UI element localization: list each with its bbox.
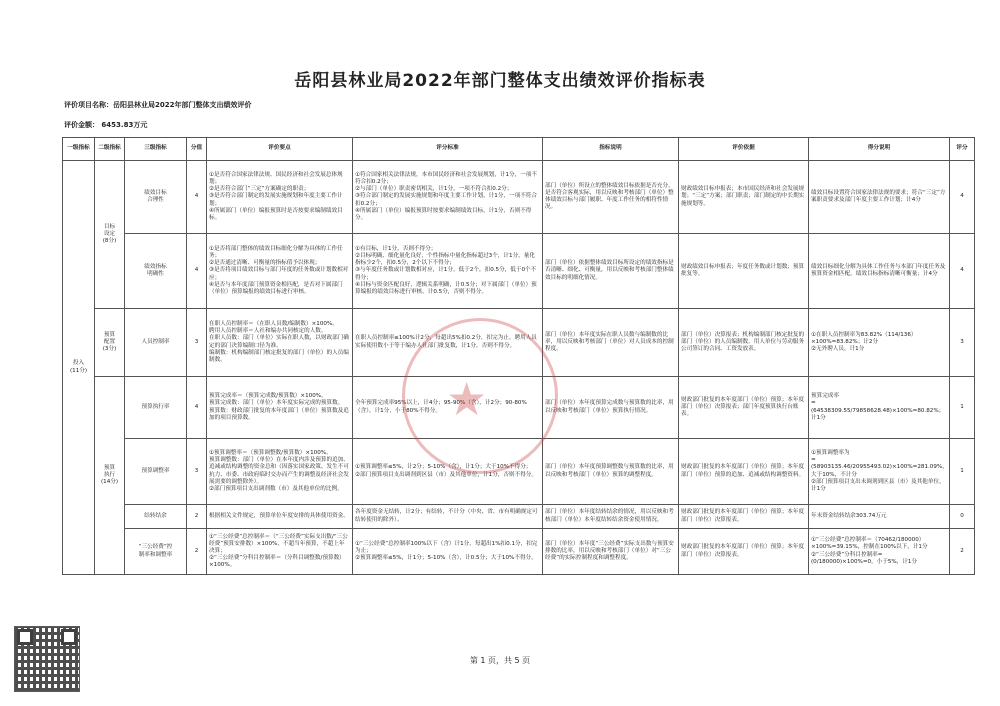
header-standard: 评分标准 [353, 138, 543, 161]
row-standard: ①符合国家相关法律法规，本市国民经济和社会发展规划，计1分，一项不符合扣0.2分； ②与部门（单位）职责密切相关，计1分，一项不符合扣0.2分； ③符合部门制定的发展实施规划和年度主要工作计划，计1分，一项不符合扣0.2分； ④所属部门（单位）编报预算时按要求编制绩效目标，计1分，否则不得分。 [353, 161, 543, 234]
row-explanation: 预算完成率 =(64538309.55/79858628.48)×100%=80.82%；计1分 [809, 377, 950, 439]
table-row [63, 309, 975, 377]
row-description: 部门（单位）本年度结转结余的情况，用以反映和考核部门（单位）本年度结转结余资金使用情况。 [543, 505, 679, 529]
row-description: 部门（单位）依据整体绩效目标所设定的绩效指标是否清晰、细化、可衡量，用以反映和考核部门整体绩效目标的明细化情况。 [543, 234, 679, 309]
table-row [63, 161, 975, 234]
row-points: ①是否将部门整体的绩效目标细化分解为具体的工作任务； ②是否通过清晰、可衡量的指标值予以体现； ③是否将项目绩效目标与部门年度的任务数或计划数相对应； ④是否与本年度部门预算资金相匹配，是否对下属部门（单位）预算编报的绩效目标进行审核。 [207, 234, 353, 309]
header-level3: 三级指标 [125, 138, 187, 161]
table-row [63, 439, 975, 505]
row-points: 在职人员控制率＝（在职人员数/编制数）×100%。 聘用人员控制率＝人社和编办共同核定的人数。 在职人员数：部门（单位）实际在职人数，以财政部门确定的部门决算编制口径为准。 编制数：机构编制部门核定批复的部门（单位）的人员编制数。 [207, 309, 353, 377]
row-points: ①“三公经费”总控制率＝（“三公经费”实际支出数/“三公经费”预算安排数）×100%，不超当年预算，不超上年决算； ②“三公经费”分科目控制率＝（分科目调整数/预算数）×100%。 [207, 529, 353, 575]
row-name: “三公经费”控 制率和调整率 [125, 529, 187, 575]
header-level1: 一级指标 [63, 138, 95, 161]
row-final-score: 1 [950, 439, 975, 505]
header-explanation: 得分说明 [809, 138, 950, 161]
row-final-score: 2 [950, 529, 975, 575]
row-final-score: 4 [950, 234, 975, 309]
row-final-score: 3 [950, 309, 975, 377]
table-row [63, 234, 975, 309]
row-name: 绩效目标 合理性 [125, 161, 187, 234]
row-points: ①预算调整率＝（预算调整数/预算数）×100%。 预算调整数：部门（单位）在本年度内涉及预算的追加、追减或结构调整的资金总和（因落实国家政策、发生不可抗力、市委、市政府临时交办而产生的调整及经济社会发展需要的调整除外）。 ②部门预算项目支出调剂数（市）及其他单位的比例。 [207, 439, 353, 505]
row-name: 人员控制率 [125, 309, 187, 377]
row-score: 3 [187, 439, 207, 505]
header-points: 评价要点 [207, 138, 353, 161]
row-standard: 各年度资金无结转，计2分；有结转，不计分（中央、省、市有明确规定可结转使用的除外）。 [353, 505, 543, 529]
row-standard: 在职人员控制率≤100%计2分，每超出5%扣0.2分，扣完为止。聘用人员实际使用数小于等于编办人社部门批复数，计1分，否则不得分。 [353, 309, 543, 377]
evaluation-amount-label: 评价金额： 6453.83万元 [64, 121, 148, 129]
page-title: 岳阳县林业局2022年部门整体支出绩效评价指标表 [294, 71, 706, 91]
seal-star-icon: ★ [446, 372, 488, 426]
row-explanation: ①预算调整率为 =(58903135.46/20955493.02)×100%=281.09%，大于10%，不计分 ②部门预算项目支出未调剂到区县（市）及其他单位，计1分 [809, 439, 950, 505]
row-standard: ①预算调整率≤5%，计2分；5-10%（含），计1分；大于10%不得分； ②部门预算项目支出调剂到区县（市）及其他单位，计1分，否则不得分。 [353, 439, 543, 505]
header-level2: 二级指标 [95, 138, 125, 161]
row-description: 部门（单位）本年度预算调整数与预算数的比率，用以反映和考核部门（单位）预算的调整程度。 [543, 439, 679, 505]
row-standard: 全年预算完成率95%以上，计4分；95-90%（含），计2分；90-80%（含），计1分，小于80%不得分。 [353, 377, 543, 439]
row-description: 部门（单位）本年度预算完成数与预算数的比率，用以反映和考核部门（单位）预算执行情况。 [543, 377, 679, 439]
header-description: 指标说明 [543, 138, 679, 161]
row-basis: 财政部门批复的本年度部门（单位）预算；本年度部门（单位）决算报表；部门年度预算执行台账表。 [679, 377, 809, 439]
row-score: 4 [187, 234, 207, 309]
row-score: 4 [187, 377, 207, 439]
row-score: 2 [187, 505, 207, 529]
row-score: 3 [187, 309, 207, 377]
row-score: 4 [187, 161, 207, 234]
row-basis: 部门（单位）决算报表；机构编制部门核定批复的部门（单位）的人员编制数。用人单位与劳动服务公司签订的合同、工资发放表。 [679, 309, 809, 377]
table-row [63, 529, 975, 575]
header-basis: 评价依据 [679, 138, 809, 161]
row-explanation: 绩效目标设置符合国家法律法规的要求；符合“三定”方案职责要求及部门年度主要工作计划；计4分 [809, 161, 950, 234]
table-header-row [63, 138, 975, 161]
row-description: 部门（单位）本年度“三公经费”实际支出数与预算安排数的比率，用以反映和考核部门（单位）对“三公经费”的实际控制程度和调整程度。 [543, 529, 679, 575]
row-name: 预算执行率 [125, 377, 187, 439]
project-name-label: 评价项目名称：岳阳县林业局2022年部门整体支出绩效评价 [64, 101, 252, 109]
group-budget-config: 预算 配置 (3分) [95, 309, 125, 377]
table-row [63, 505, 975, 529]
row-name: 预算调整率 [125, 439, 187, 505]
row-basis: 财政绩效目标申报表；年度任务数或计划数；预算批复等。 [679, 234, 809, 309]
table-row [63, 377, 975, 439]
row-final-score: 4 [950, 161, 975, 234]
header-score: 分值 [187, 138, 207, 161]
group-input: 投入 (11分) [63, 161, 95, 575]
row-name: 绩效指标 明确性 [125, 234, 187, 309]
row-explanation: 绩效目标细化分解为具体工作任务与本部门年度任务及预算资金相匹配，绩效目标指标清晰可衡量；计4分 [809, 234, 950, 309]
row-basis: 财政绩效目标申报表；本市国民经济和社会发展规划；“三定”方案；部门职责；部门制定的中长期实施规划等。 [679, 161, 809, 234]
row-basis: 财政部门批复的本年度部门（单位）预算；本年度部门（单位）决算报表。 [679, 505, 809, 529]
evaluation-table [62, 137, 975, 575]
row-basis: 财政部门批复的本年度部门（单位）预算；本年度部门（单位）预算的追加、追减或结构调整资料。 [679, 439, 809, 505]
row-points: ①是否符合国家法律法规、国民经济和社会发展总体规划； ②是否符合部门“三定”方案确定的职责； ③是否符合部门制定的发展实施规划和年度主要工作计划； ④所属部门（单位）编报预算时是否按要求编制绩效目标。 [207, 161, 353, 234]
row-description: 部门（单位）本年度实际在职人员数与编制数的比率，用以反映和考核部门（单位）对人员成本的控制程度。 [543, 309, 679, 377]
row-standard: ①有目标，计1分，否则不得分； ②目标明确、细化量化良好，个性指标中量化指标超过3个，计1分，量化指标少2个，扣0.5分，2个以下不得分； ③与年度任务数或计划数相对应，计1分，低于2个，扣0.5分，低于0个不得分； ④目标与资金匹配良好，逻辑关系明确，计0.5分；对下属部门（单位）预算编报的绩效目标进行审核，计0.5分，否则不得分。 [353, 234, 543, 309]
group-budget-execution: 预算 执行 (14分) [95, 377, 125, 575]
row-name: 结转结余 [125, 505, 187, 529]
row-points: 预算完成率＝（预算完成数/预算数）×100%。 预算完成数：部门（单位）本年度实际完成的预算数。 预算数：财政部门批复的本年度部门（单位）预算数及追加的项目预算数。 [207, 377, 353, 439]
row-standard: ①“三公经费”总控制率100%以下（含）计1分，每超出1%扣0.1分，扣完为止； ②预算调整率≤5%，计1分；5-10%（含），计0.5分；大于10%不得分。 [353, 529, 543, 575]
row-explanation: ①在职人员控制率为83.82%（114/136）×100%=83.82%；计2分 ②无外聘人员，计1分 [809, 309, 950, 377]
row-final-score: 0 [950, 505, 975, 529]
row-basis: 财政部门批复的本年度部门（单位）预算；本年度部门（单位）决算报表。 [679, 529, 809, 575]
page-footer: 第 1 页，共 5 页 [469, 656, 531, 665]
group-target-setting: 目标 设定 (8分) [95, 161, 125, 309]
row-explanation: 年末资金结转结余303.74万元 [809, 505, 950, 529]
row-description: 部门（单位）所设立的整体绩效目标依据是否充分，是否符合客观实际，用以反映和考核部门（单位）整体绩效目标与部门履职、年度工作任务的相符性情况。 [543, 161, 679, 234]
row-points: 根据相关文件规定，预算单位年度安排的具体使用资金。 [207, 505, 353, 529]
row-score: 2 [187, 529, 207, 575]
row-final-score: 1 [950, 377, 975, 439]
header-final-score: 评分 [950, 138, 975, 161]
row-explanation: ①“三公经费”总控制率＝（70462/180000）×100%=39.15%，控制在100%以下，计1分 ②“三公经费”分科目控制率=(0/180000)×100%=0，小于5%，计1分 [809, 529, 950, 575]
